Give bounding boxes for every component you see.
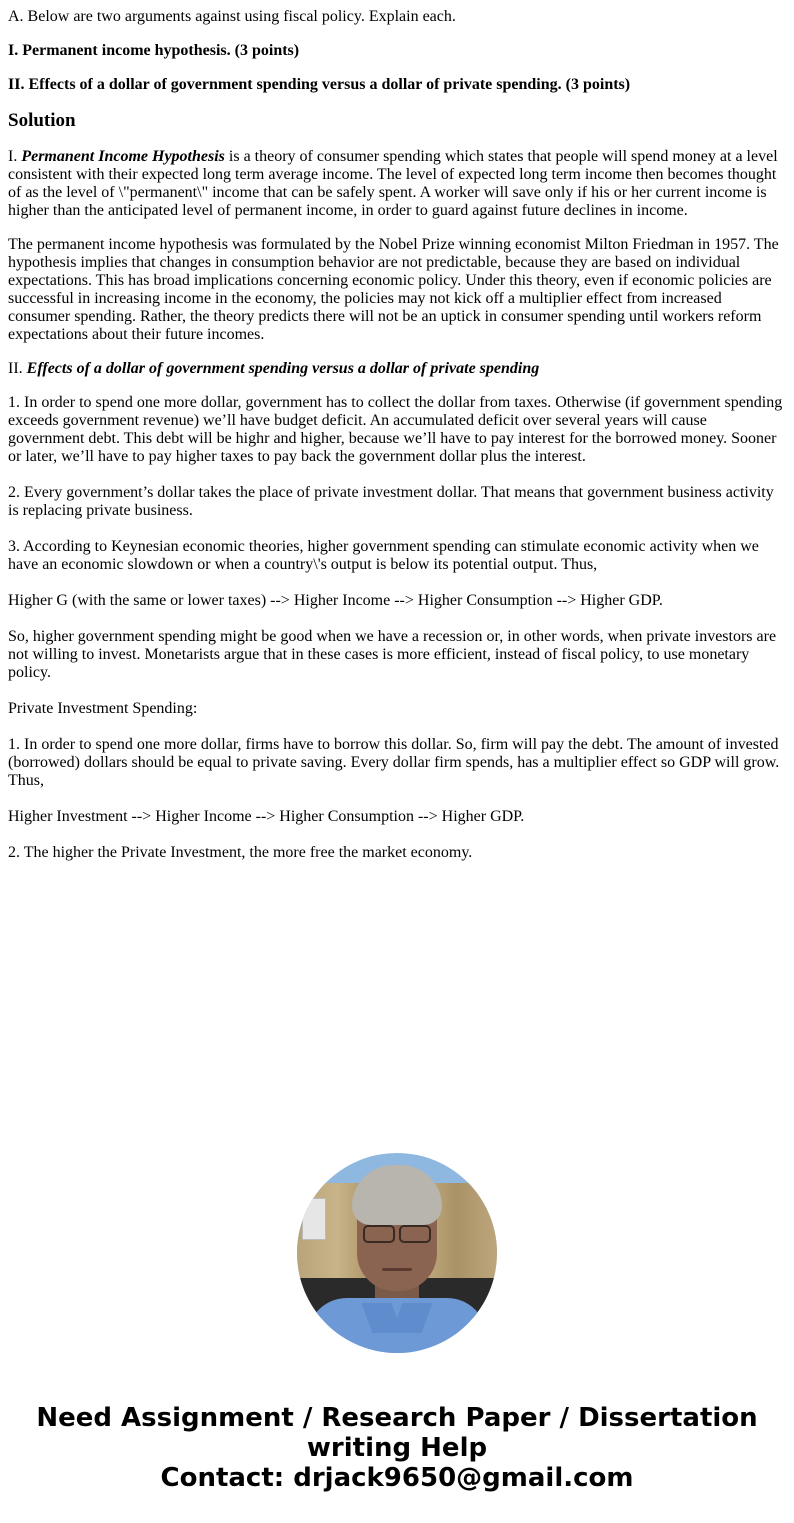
gov-point-3: 3. According to Keynesian economic theories, higher government spending can stimulate economic activity when we have an economic slowdown or when a country\'s output is below its potential output. Thus, [8,538,759,573]
gov-conclusion: So, higher government spending might be good when we have a recession or, in other words, when private investors are not willing to invest. Monetarists argue that in these cases is more efficient, instead of fiscal policy, to use monetary policy. [8,628,777,681]
gov-point-2: 2. Every government’s dollar takes the place of private investment dollar. That means that government business activity is replacing private business. [8,484,774,519]
question-intro: A. Below are two arguments against using fiscal policy. Explain each. [8,8,456,25]
private-point-2: 2. The higher the Private Investment, the more free the market economy. [8,844,473,861]
section2-title: Effects of a dollar of government spending versus a dollar of private spending [26,360,540,377]
question-part-1: I. Permanent income hypothesis. (3 points) [8,42,300,59]
promo-line-2: writing Help [306,1433,488,1463]
section2-prefix: II. [8,360,27,377]
section2-title-line [8,360,786,378]
gov-chain: Higher G (with the same or lower taxes) --> Higher Income --> Higher Consumption --> Higher GDP. [8,592,663,609]
promo-banner [0,1403,794,1493]
private-heading: Private Investment Spending: [8,700,198,717]
section1-para1-text: is a theory of consumer spending which states that people will spend money at a level consistent with their expected long term average income. The level of expected long term income then becomes thought of as the level of \"permanent\" income that can be safely spent. A worker will save only if his or her current income is higher than the anticipated level of permanent income, in order to guard against future declines in income. [8,148,778,219]
promo-line-1: Need Assignment / Research Paper / Dissertation [36,1403,758,1433]
gov-point-1: 1. In order to spend one more dollar, government has to collect the dollar from taxes. Otherwise (if government spending exceeds government revenue) we’ll have budget deficit. An accumulated deficit over several years will cause government debt. This debt will be highr and higher, because we’ll have to pay interest for the borrowed money. Sooner or later, we’ll have to pay higher taxes to pay back the government dollar plus the interest. [8,394,783,465]
document-content [8,8,786,880]
author-avatar [297,1153,497,1353]
section1-paragraph1 [8,148,786,220]
promo-contact: Contact: drjack9650@gmail.com [160,1463,634,1493]
private-chain: Higher Investment --> Higher Income --> Higher Consumption --> Higher GDP. [8,808,525,825]
section1-prefix: I. [8,148,22,165]
section1-paragraph2: The permanent income hypothesis was formulated by the Nobel Prize winning economist Milton Friedman in 1957. The hypothesis implies that changes in consumption behavior are not predictable, because they are based on individual expectations. This has broad implications concerning economic policy. Under this theory, even if economic policies are successful in increasing income in the economy, the policies may not kick off a multiplier effect from increased consumer spending. Rather, the theory predicts there will not be an uptick in consumer spending until workers reform expectations about their future incomes. [8,236,779,343]
private-point-1: 1. In order to spend one more dollar, firms have to borrow this dollar. So, firm will pay the debt. The amount of invested (borrowed) dollars should be equal to private saving. Every dollar firm spends, has a multiplier effect so GDP will grow. Thus, [8,736,780,789]
question-part-2: II. Effects of a dollar of government spending versus a dollar of private spending. (3 points) [8,76,631,93]
solution-heading: Solution [8,110,76,131]
section1-term: Permanent Income Hypothesis [21,148,225,165]
